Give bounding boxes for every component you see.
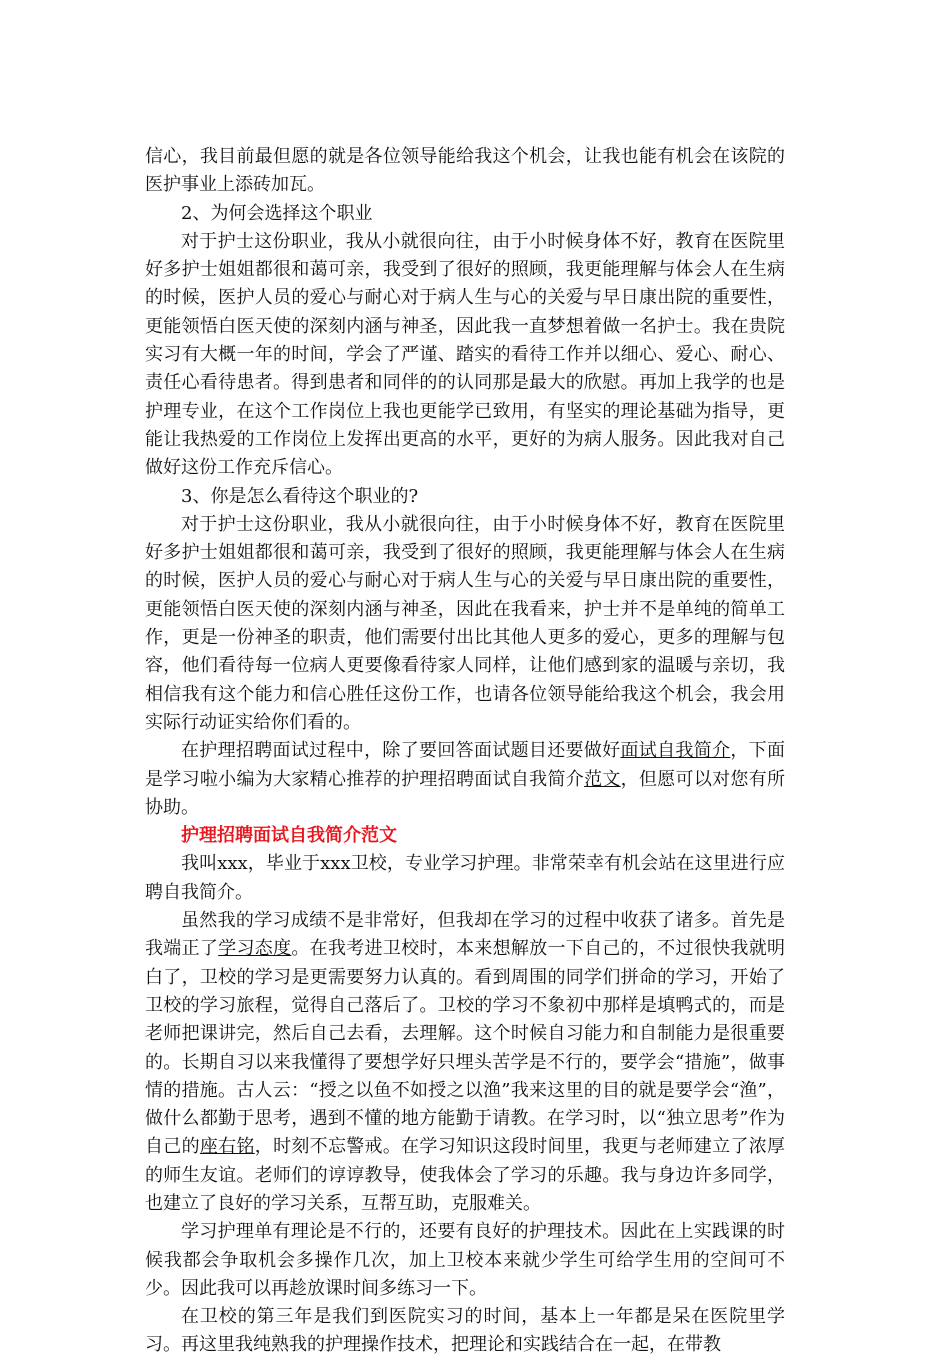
study-text-a: 虽然我的学习成绩不是非常好，但我却在学习的过程中收获了诸多。首先是我端正了 <box>145 910 785 960</box>
document-page <box>145 143 785 1360</box>
intro-text-b: ，下面是学习啦小编为大家精心推荐的护理招聘面试自我简介 <box>145 740 785 790</box>
link-self-intro[interactable]: 面试自我简介 <box>620 740 731 762</box>
study-text-b: 。在我考进卫校时，本来想解放一下自己的，不过很快我就明白了，卫校的学习是更需要努力认真的。看到周围的同学们拼命的学习，开始了卫校的学习旅程，觉得自己落后了。卫校的学习不象初中那样是填鸭式的，而是老师把课讲完，然后自己去看，去理解。这个时候自习能力和自制能力是很重要的。长期自习以来我懂得了要想学好只埋头苦学是不行的，要学会“措施”，做事情的措施。古人云：“授之以鱼不如授之以渔”我来这里的目的就是要学会“渔”，做什么都勤于思考，遇到不懂的地方能勤于请教。在学习时，以“独立思考”作为自己的 <box>145 938 786 1158</box>
self-intro-paragraph-3: 学习护理单有理论是不行的，还要有良好的护理技术。因此在上实践课的时候我都会争取机会多操作几次，加上卫校本来就少学生可给学生用的空间可不少。因此我可以再趁放课时间多练习一下。 <box>145 1221 785 1299</box>
intro-paragraph <box>145 737 785 822</box>
question-2: 2、为何会选择这个职业 <box>181 202 373 224</box>
link-motto[interactable]: 座右铭 <box>199 1136 255 1158</box>
self-intro-paragraph-2 <box>145 907 785 1218</box>
study-text-c: ，时刻不忘警戒。在学习知识这段时间里，我更与老师建立了浓厚的师生友谊。老师们的谆谆教导，使我体会了学习的乐趣。我与身边许多同学，也建立了良好的学习关系，互帮互助，克服难关。 <box>145 1136 786 1214</box>
paragraph-continuation: 信心，我目前最但愿的就是各位领导能给我这个机会，让我也能有机会在该院的医护事业上添砖加瓦。 <box>145 146 785 196</box>
self-intro-paragraph-1: 我叫xxx，毕业于xxx卫校，专业学习护理。非常荣幸有机会站在这里进行应聘自我简介。 <box>145 853 785 903</box>
section-heading: 护理招聘面试自我简介范文 <box>181 825 397 847</box>
link-study-attitude[interactable]: 学习态度 <box>218 938 292 960</box>
link-sample-essay[interactable]: 范文 <box>584 768 621 790</box>
question-3: 3、你是怎么看待这个职业的? <box>181 485 419 507</box>
self-intro-paragraph-4: 在卫校的第三年是我们到医院实习的时间，基本上一年都是呆在医院里学习。再这里我纯熟我的护理操作技术，把理论和实践结合在一起，在带教 <box>145 1306 785 1356</box>
intro-text-c: ，但愿可以对您有所协助。 <box>145 768 786 818</box>
intro-text-a: 在护理招聘面试过程中，除了要回答面试题目还要做好 <box>181 740 621 762</box>
answer-3-paragraph: 对于护士这份职业，我从小就很向往，由于小时候身体不好，教育在医院里好多护士姐姐都很和蔼可亲，我受到了很好的照顾，我更能理解与体会人在生病的时候，医护人员的爱心与耐心对于病人生与心的关爱与早日康出院的重要性，更能领悟白医天使的深刻内涵与神圣，因此在我看来，护士并不是单纯的简单工作，更是一份神圣的职责，他们需要付出比其他人更多的爱心，更多的理解与包容，他们看待每一位病人更要像看待家人同样，让他们感到家的温暖与亲切，我相信我有这个能力和信心胜任这份工作，也请各位领导能给我这个机会，我会用实际行动证实给你们看的。 <box>145 513 785 733</box>
answer-2-paragraph: 对于护士这份职业，我从小就很向往，由于小时候身体不好，教育在医院里好多护士姐姐都很和蔼可亲，我受到了很好的照顾，我更能理解与体会人在生病的时候，医护人员的爱心与耐心对于病人生与心的关爱与早日康出院的重要性，更能领悟白医天使的深刻内涵与神圣，因此我一直梦想着做一名护士。我在贵院实习有大概一年的时间，学会了严谨、踏实的看待工作并以细心、爱心、耐心、责任心看待患者。得到患者和同伴的的认同那是最大的欣慰。再加上我学的也是护理专业，在这个工作岗位上我也更能学已致用，有坚实的理论基础为指导，更能让我热爱的工作岗位上发挥出更高的水平，更好的为病人服务。因此我对自己做好这份工作充斥信心。 <box>145 230 785 479</box>
